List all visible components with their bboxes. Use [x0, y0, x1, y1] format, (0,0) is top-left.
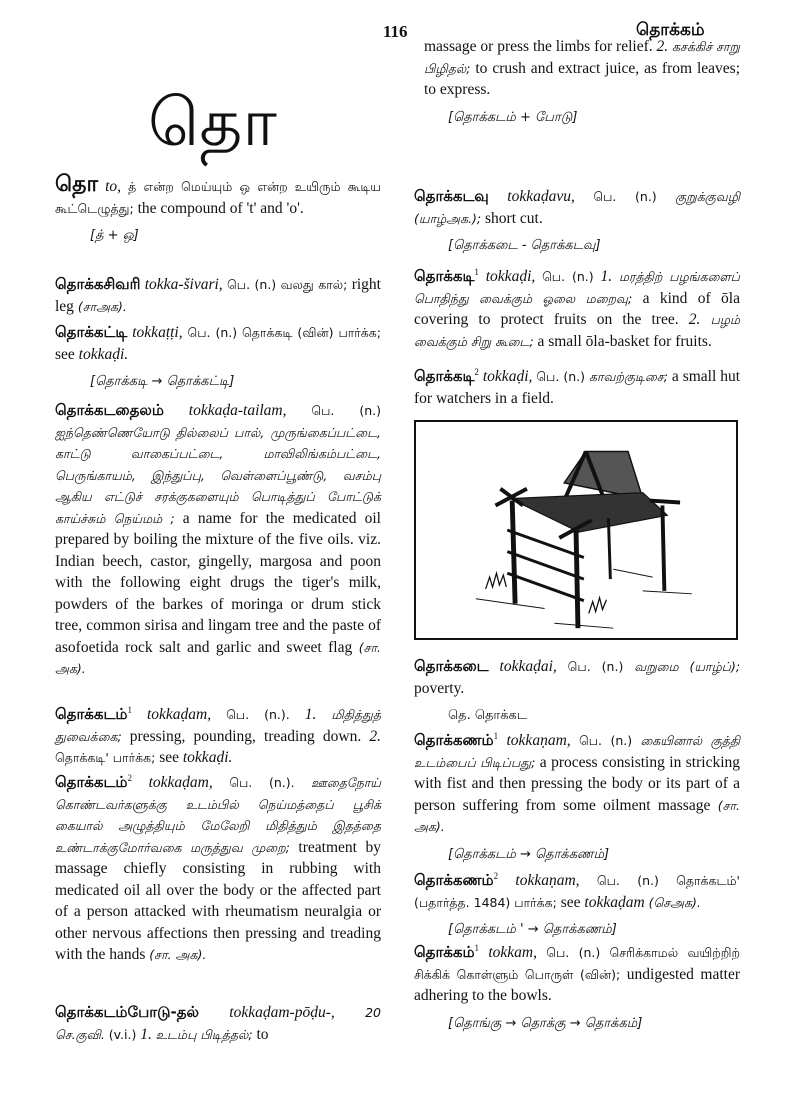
homonym-number: 1 — [127, 705, 132, 715]
source-abbrev: (யாழ்ப்); — [689, 659, 741, 674]
transliteration: tokkaḍa-tailam, — [188, 402, 287, 419]
dictionary-entry — [414, 262, 740, 352]
english-definition: short cut. — [481, 209, 543, 227]
english-definition: treatment by massage chiefly consisting in rubbing with medicated oil all over the body or the affected part of a person attacked with rheumatism neuralgia or other nervous affections then pressing and treading with the hands — [55, 838, 381, 963]
tamil-definition: கசக்கிச் சாறு பிழிதல்; — [424, 39, 741, 76]
part-of-speech: பெ. (n.) — [187, 325, 238, 340]
headword: தொ — [55, 172, 98, 197]
dictionary-entry — [55, 274, 381, 317]
part-of-speech: பெ. (n.). — [229, 775, 295, 790]
headword: தொக்கடம்போடு-தல் — [55, 1003, 199, 1021]
english-definition: the compound of 't' and 'o'. — [133, 199, 304, 217]
source-abbrev: (சா. அக). — [55, 639, 381, 676]
etymology: [தொங்கு → தொக்கு → தொக்கம்] — [448, 1015, 643, 1031]
english-definition: pressing, pounding, treading down. — [121, 727, 370, 745]
transliteration: tokkaṇam, — [506, 732, 571, 749]
part-of-speech: பெ. (n.) — [593, 189, 657, 204]
transliteration: tokkaḍavu, — [507, 188, 575, 205]
watchers-hut-figure — [414, 420, 738, 640]
english-definition: poverty. — [414, 679, 465, 697]
source-abbrev: (யாழ்அக.); — [414, 210, 482, 226]
transliteration: tokka-šivari, — [144, 276, 223, 293]
english-definition: a name for the medicated oil prepared by boiling the mixture of the five oils. viz. Indian beech, castor, gingelly, margosa and poon with the following eight drugs the tiger's milk, powders of the barkes of moringa or drum stick tree, common sirisa and lingam tree and the paste of asofoetida rock salt and garlic and sweet flag — [55, 509, 381, 656]
homonym-number: 1 — [474, 943, 480, 953]
transliteration: tokkaḍam, — [146, 706, 212, 723]
part-of-speech: பெ. (n.) — [546, 945, 601, 960]
sense-number: 1. — [600, 268, 613, 285]
english-definition: a small hut for watchers in a field. — [414, 368, 741, 407]
cross-reference: tokkaḍam — [584, 893, 645, 911]
english-definition: a small ōla-basket for fruits. — [533, 332, 712, 350]
cross-reference: tokkaḍi. — [182, 749, 233, 766]
english-definition: to crush and extract juice, as from leaves; to express. — [424, 59, 740, 98]
etymology: [த் + ஒ] — [90, 228, 139, 243]
tamil-definition: பழம் வைக்கும் சிறு கூடை; — [414, 312, 740, 349]
cross-reference: tokkaḍi. — [78, 345, 129, 363]
tamil-definition: தொக்கடம்' (பதார்த்த. 1484) பார்க்க; — [414, 873, 740, 910]
ladder-rung — [507, 530, 584, 557]
tamil-definition: காவற்குடிசை; — [588, 369, 668, 384]
dictionary-entry — [414, 656, 740, 727]
dictionary-entry — [55, 322, 381, 393]
headword: தொக்கசிவரி — [55, 275, 141, 293]
tamil-definition: வலது கால்; — [280, 277, 348, 292]
source-abbrev: (செஅக). — [644, 894, 701, 910]
hut-platform-thatch — [510, 493, 667, 532]
running-head: தொக்கம் — [636, 20, 705, 40]
transliteration: tokkam, — [488, 944, 537, 961]
part-of-speech: பெ. (n.) — [311, 403, 381, 418]
transliteration: tokkaḍi, — [482, 368, 533, 385]
english-definition: see — [55, 345, 79, 363]
tamil-definition: மிதித்துத் துவைக்கை; — [55, 707, 381, 744]
homonym-number: 2 — [127, 773, 132, 783]
tamil-definition: ஊதைநோய் கொண்டவர்களுக்கு உடம்பில் நெய்மத்தைப் பூசிக் கையால் அழுத்தியும் மேலேறி மிதித்தும் இதத்தை உண்டாக்குமோர்வகை மருத்துவ முறை; — [55, 775, 382, 855]
homonym-number: 1 — [493, 731, 499, 741]
entry-continuation — [424, 36, 740, 128]
ladder-rung — [507, 552, 584, 579]
dictionary-entry — [414, 726, 740, 865]
hut-illustration — [416, 422, 736, 638]
conjugation-class: 20 செ.குவி. — [55, 1005, 381, 1042]
etymology: [தொக்கடி → தொக்கட்டி] — [90, 374, 235, 389]
headword: தொக்கணம் — [414, 871, 494, 889]
headword: தொக்கணம் — [414, 731, 494, 749]
homonym-number: 2 — [493, 871, 499, 881]
part-of-speech: (v.i.) — [108, 1026, 137, 1042]
sense-number: 2. — [369, 727, 381, 745]
sense-number: 2. — [656, 38, 669, 55]
post-crossbar — [650, 501, 680, 503]
part-of-speech: பெ. (n.) — [567, 659, 624, 674]
english-definition: see — [556, 893, 585, 911]
transliteration: tokkaṇam, — [515, 872, 580, 889]
headword: தொக்கடி — [414, 367, 475, 385]
transliteration: tokkaḍam, — [148, 774, 213, 791]
ladder-rung — [507, 573, 584, 600]
etymology: [தொக்கடை - தொக்கடவு] — [448, 238, 601, 253]
part-of-speech: பெ. (n.) — [579, 733, 633, 748]
headword: தொக்கடம் — [55, 705, 128, 723]
dictionary-entry — [414, 186, 740, 257]
etymology: [தொக்கடம் → தொக்கணம்] — [448, 846, 610, 862]
dictionary-entry — [55, 174, 381, 247]
homonym-number: 1 — [474, 267, 479, 277]
tamil-definition: மரத்திற் பழங்களைப் பொதிந்து வைக்கும் ஓலை மறைவு; — [414, 269, 740, 306]
dictionary-entry — [414, 938, 740, 1034]
grass-tuft — [589, 598, 607, 614]
dictionary-entry — [414, 362, 740, 409]
headword: தொக்கடம் — [55, 773, 128, 791]
tamil-definition: கையினால் குத்தி உடம்பைப் பிடிப்பது; — [414, 733, 741, 770]
homonym-number: 2 — [474, 367, 479, 377]
hut-post — [662, 505, 664, 590]
tamil-definition: உடம்பு பிடித்தல்; — [155, 1026, 253, 1042]
english-definition: see — [155, 749, 183, 766]
sense-number: 1. — [140, 1025, 152, 1043]
etymology: [தொக்கடம் ' → தொக்கணம்] — [448, 922, 617, 937]
headword: தொக்கடி — [414, 267, 475, 285]
english-definition: to — [252, 1025, 269, 1043]
transliteration: to, — [105, 178, 121, 195]
source-abbrev: (சா. அக). — [414, 797, 740, 834]
headword: தொக்கடதைலம் — [55, 401, 164, 419]
part-of-speech: பெ. (n.). — [226, 707, 290, 722]
headword: தொக்கட்டி — [55, 323, 128, 341]
dictionary-entry — [55, 400, 381, 680]
tamil-definition: வறுமை — [634, 659, 679, 674]
english-definition: right leg — [55, 276, 381, 315]
hut-post — [608, 518, 610, 579]
section-letter: தொ — [148, 84, 277, 161]
english-definition: a process consisting in stricking with fist and then pressing the body or its part of a person suffering from some oilment massage — [414, 753, 741, 814]
tamil-definition: செரிக்காமல் வயிற்றிற் சிக்கிக் கொள்ளும் பொருள் (வின்); — [414, 945, 741, 982]
tamil-definition: ஐந்தெண்ணெயோடு தில்லைப் பால், முருங்கைப்பட்டை, காட்டு வாகைப்பட்டை, மாவிலிங்கம்பட்டை, பெருங்காயம், இந்துப்பு, வெள்ளைப்பூண்டு, வசம்பு ஆகிய எட்டுச் சரக்குகளையும் பொடித்துப் போட்டுக் காய்ச்சும் நெய்மம் ; — [55, 424, 381, 526]
sense-number: 1. — [304, 706, 317, 723]
part-of-speech: பெ. (n.) — [596, 873, 659, 888]
source-abbrev: (சா. அக). — [149, 947, 207, 962]
english-definition: a kind of ōla covering to protect fruits on the tree. — [414, 289, 740, 328]
english-definition: undigested matter adhering to the bowls. — [414, 965, 740, 1004]
dictionary-entry — [55, 1002, 381, 1045]
english-definition: massage or press the limbs for relief. — [424, 38, 657, 55]
transliteration: tokkaḍi, — [485, 268, 536, 285]
part-of-speech: பெ. (n.) — [536, 369, 586, 384]
headword: தொக்கம் — [414, 943, 475, 961]
headword: தொக்கடை — [414, 657, 489, 675]
grass-tuft — [486, 573, 507, 589]
source-abbrev: (சாஅக). — [77, 298, 127, 314]
headword: தொக்கடவு — [414, 187, 489, 205]
tamil-definition: த் என்ற மெய்யும் ஒ என்ற உயிரும் கூடிய கூட்டெழுத்து; — [55, 179, 382, 216]
cognate: தெ. தொக்கட — [448, 708, 528, 723]
sense-number: 2. — [688, 311, 701, 328]
part-of-speech: பெ. (n.) — [227, 277, 277, 292]
page-number: 116 — [383, 22, 408, 41]
dictionary-entry — [55, 768, 381, 966]
part-of-speech: பெ. (n.) — [542, 269, 594, 284]
dictionary-entry — [414, 866, 740, 941]
transliteration: tokkaṭṭi, — [132, 324, 183, 341]
tamil-definition: தொக்கடி' பார்க்க; — [55, 750, 156, 765]
transliteration: tokkaḍam-pōḍu-, — [229, 1004, 335, 1021]
tamil-definition: குறுக்குவழி — [675, 189, 741, 204]
tamil-definition: தொக்கடி (வின்) பார்க்க; — [242, 325, 382, 340]
transliteration: tokkaḍai, — [499, 658, 557, 675]
etymology: [தொக்கடம் + போடு] — [448, 109, 578, 125]
dictionary-entry — [55, 700, 381, 769]
